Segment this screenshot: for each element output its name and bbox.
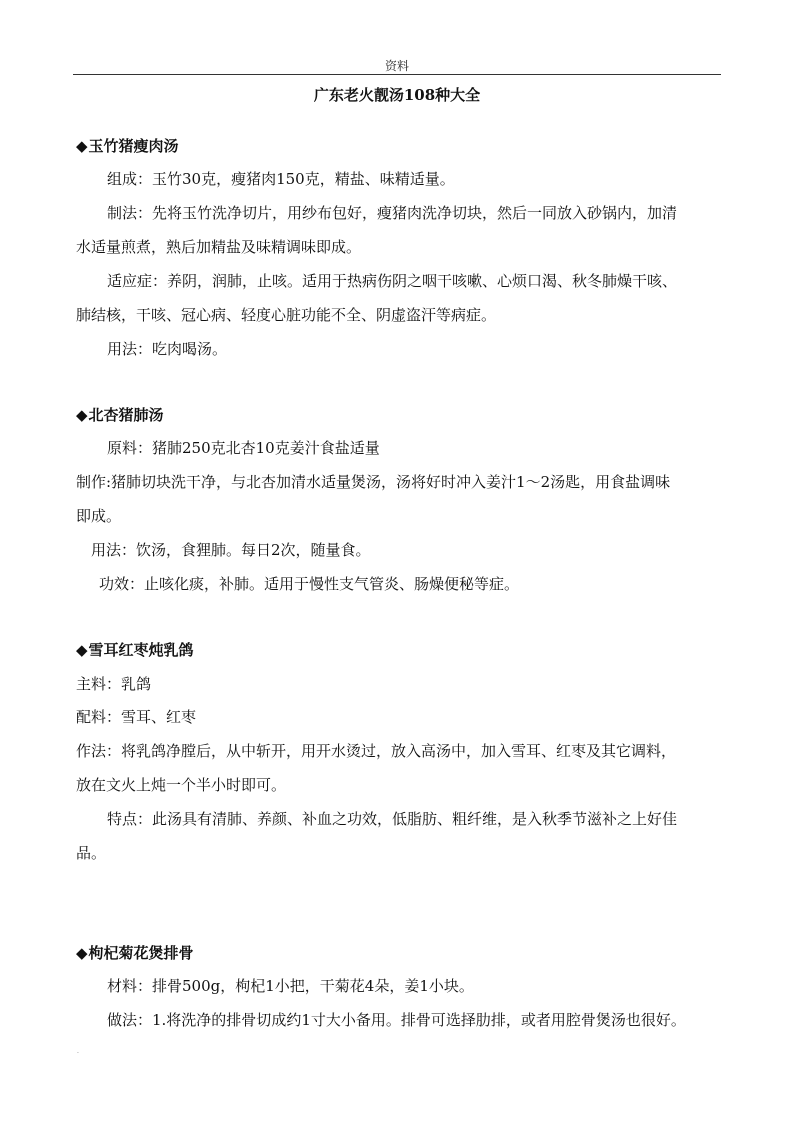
paragraph-line: 放在文火上炖一个半小时即可。 xyxy=(76,776,287,794)
paragraph-line: 材料：排骨500g，枸杞1小把，干菊花4朵，姜1小块。 xyxy=(107,977,474,995)
paragraph-line: 用法：吃肉喝汤。 xyxy=(107,340,228,358)
diamond-bullet-icon: ◆ xyxy=(76,406,88,424)
paragraph-line: 配料：雪耳、红枣 xyxy=(76,708,197,726)
paragraph-line: 适应症：养阴，润肺，止咳。适用于热病伤阴之咽干咳嗽、心烦口渴、秋冬肺燥干咳、 xyxy=(107,272,678,290)
paragraph-line: 水适量煎煮，熟后加精盐及味精调味即成。 xyxy=(76,238,362,256)
section-heading: ◆枸杞菊花煲排骨 xyxy=(76,944,194,962)
paragraph-line: 特点：此汤具有清肺、养颜、补血之功效，低脂肪、粗纤维，是入秋季节滋补之上好佳 xyxy=(107,810,678,828)
paragraph-line: 作法：将乳鸽净膛后，从中斩开，用开水烫过，放入高汤中，加入雪耳、红枣及其它调料， xyxy=(76,742,677,760)
section-heading: ◆雪耳红枣炖乳鸽 xyxy=(76,641,194,659)
paragraph-line: 制法：先将玉竹洗净切片，用纱布包好，瘦猪肉洗净切块，然后一同放入砂锅内，加清 xyxy=(107,204,678,222)
paragraph-line: 原料：猪肺250克北杏10克姜汁食盐适量 xyxy=(107,439,380,457)
header-divider xyxy=(73,74,721,75)
paragraph-line: 主料：乳鸽 xyxy=(76,675,152,693)
diamond-bullet-icon: ◆ xyxy=(76,944,88,962)
section-heading: ◆玉竹猪瘦肉汤 xyxy=(76,137,179,155)
section-heading: ◆北杏猪肺汤 xyxy=(76,406,164,424)
document-title: 广东老火靓汤108种大全 xyxy=(313,86,481,104)
diamond-bullet-icon: ◆ xyxy=(76,137,88,155)
paragraph-line: 即成。 xyxy=(76,507,122,525)
paragraph-line: 功效：止咳化痰，补肺。适用于慢性支气管炎、肠燥便秘等症。 xyxy=(99,575,520,593)
diamond-bullet-icon: ◆ xyxy=(76,641,88,659)
page-header-label: 资料 xyxy=(384,59,409,73)
paragraph-line: 做法：1.将洗净的排骨切成约1寸大小备用。排骨可选择肋排，或者用腔骨煲汤也很好。 xyxy=(107,1011,686,1029)
paragraph-line: 用法：饮汤，食狸肺。每日2次，随量食。 xyxy=(91,541,371,559)
paragraph-line: 制作:猪肺切块洗干净，与北杏加清水适量煲汤，汤将好时冲入姜汁1～2汤匙，用食盐调味 xyxy=(76,473,671,491)
paragraph-line: 肺结核，干咳、冠心病、轻度心脏功能不全、阴虚盗汗等病症。 xyxy=(76,306,497,324)
page-footer-mark: . xyxy=(77,1048,79,1055)
paragraph-line: 品。 xyxy=(76,844,107,862)
paragraph-line: 组成：玉竹30克，瘦猪肉150克，精盐、味精适量。 xyxy=(107,170,455,188)
